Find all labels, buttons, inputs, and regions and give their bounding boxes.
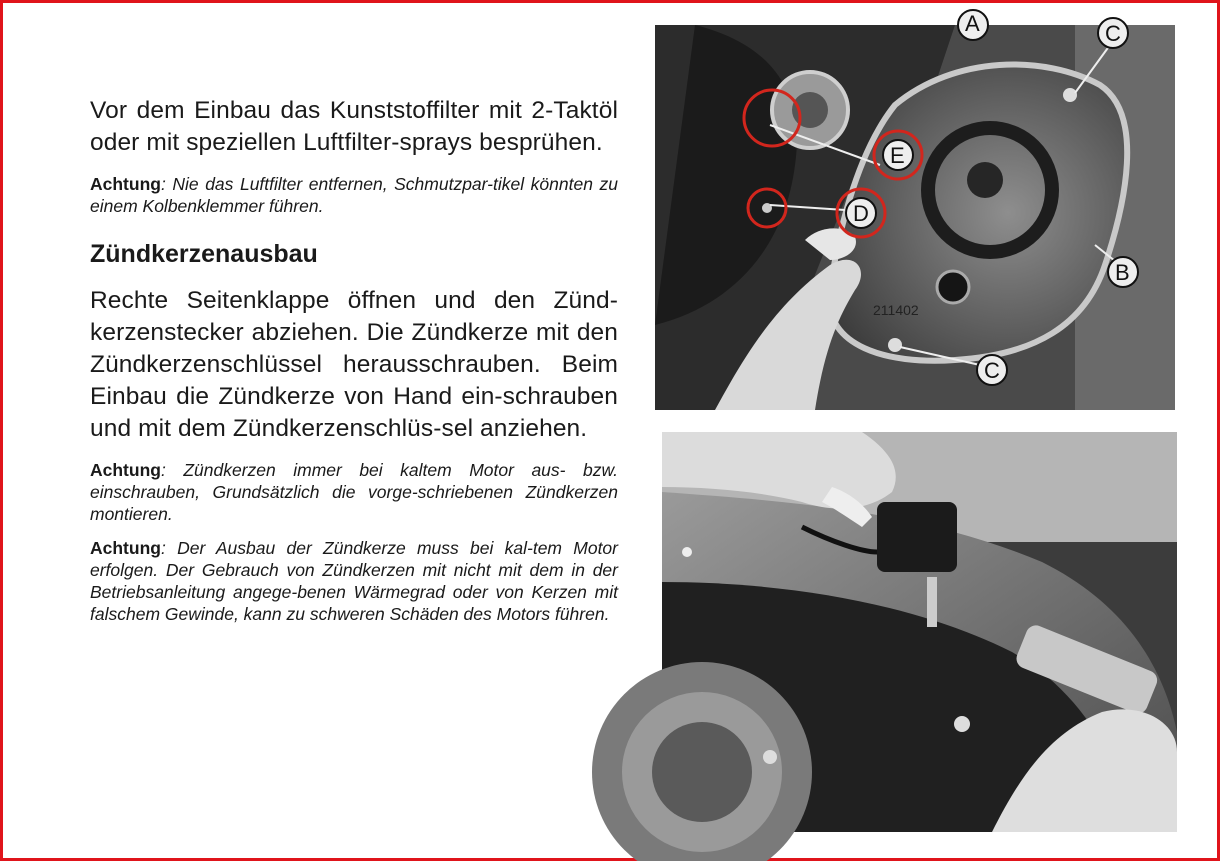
part-number: 211402 [873,302,919,318]
callout-b [1108,257,1138,287]
warning-label: Achtung [90,538,161,558]
callout-a [958,10,988,40]
warning-label: Achtung [90,174,161,194]
spark-plug-photo [662,432,1177,832]
warning-text: : Nie das Luftfilter entfernen, Schmutzpar-tikel könnten zu einem Kolbenklemmer führen. [90,174,618,216]
section-title: Zündkerzenausbau [90,240,318,268]
intro-paragraph: Vor dem Einbau das Kunststoffilter mit 2-Taktöl oder mit speziellen Luftfilter-sprays besprühen. [90,97,618,156]
callout-d [846,198,876,228]
callout-c-top [1098,18,1128,48]
warning-note-filter [90,173,618,217]
svg-text:D: D [853,201,869,226]
air-filter-photo [655,11,1175,410]
svg-text:A: A [965,11,980,36]
warning-note-cold-engine [90,459,618,525]
svg-text:C: C [984,358,1000,383]
warning-note-removal [90,537,618,625]
callout-c-bottom [977,355,1007,385]
text-column [90,95,618,637]
svg-text:B: B [1115,260,1130,285]
svg-text:E: E [890,143,905,168]
callout-e [883,140,913,170]
warning-text: : Zündkerzen immer bei kaltem Motor aus- bzw. einschrauben, Grundsätzlich die vorge-schriebenen Zündkerzen montieren. [90,460,618,524]
svg-text:C: C [1105,21,1121,46]
spark-plug-paragraph: Rechte Seitenklappe öffnen und den Zünd-kerzenstecker abziehen. Die Zündkerze mit den Zündkerzenschlüssel herausschrauben. Beim Einbau die Zündkerze von Hand ein-schrauben und mit dem Zündkerzenschlüs-sel anziehen. [90,287,618,442]
warning-text: : Der Ausbau der Zündkerze muss bei kal-tem Motor erfolgen. Der Gebrauch von Zündkerzen mit nicht mit dem in der Betriebsanleitung angege-benen Wärmegrad oder von Kerzen mit falschem Gewinde, kann zu schweren Schäden des Motors führen. [90,538,618,624]
warning-label: Achtung [90,460,161,480]
